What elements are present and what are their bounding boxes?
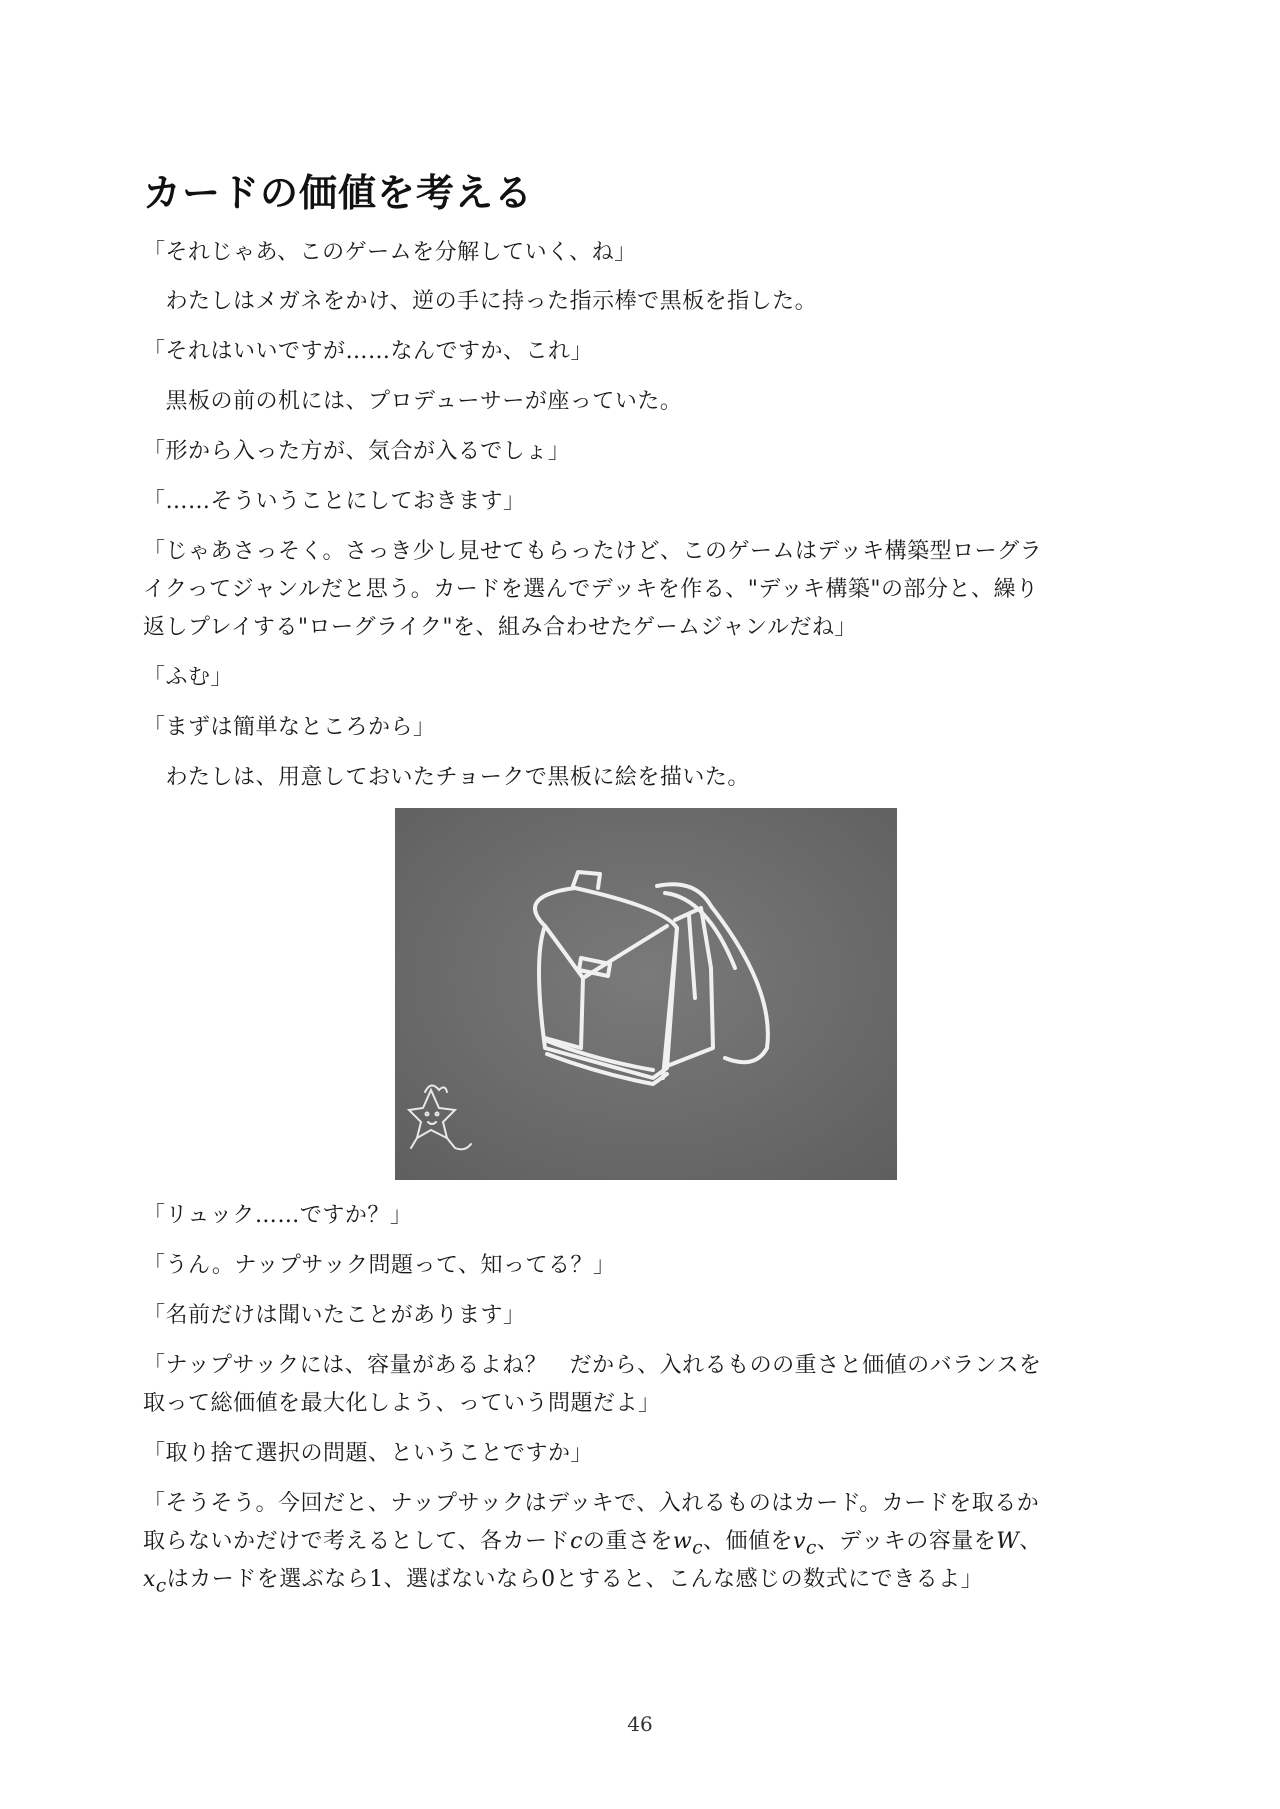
- paragraph: 「それはいいですが……なんですか、これ」: [143, 339, 594, 364]
- paragraph: 「そうそう。今回だと、ナップサックはデッキで、入れるものはカード。カードを取るか: [143, 1491, 1040, 1516]
- text-segment: 、デッキの容量を: [816, 1529, 997, 1554]
- paragraph: 「ナップサックには、容量があるよね？ だから、入れるものの重さと価値のバランスを: [143, 1353, 1042, 1378]
- backpack-illustration: [395, 808, 897, 1180]
- paragraph: イクってジャンルだと思う。カードを選んでデッキを作る、"デッキ構築"の部分と、繰り: [143, 577, 1039, 602]
- math-var-W: W: [996, 1529, 1020, 1554]
- paragraph: 黒板の前の机には、プロデューサーが座っていた。: [143, 389, 683, 414]
- paragraph: わたしは、用意しておいたチョークで黒板に絵を描いた。: [143, 765, 750, 790]
- section-title: カードの価値を考える: [143, 171, 534, 215]
- math-var-v: $v_c$: [793, 1529, 817, 1559]
- chalkboard-backpack-drawing: [395, 808, 897, 1180]
- paragraph: 「それじゃあ、このゲームを分解していく、ね」: [143, 240, 637, 265]
- paragraph: 「……そういうことにしておきます」: [143, 489, 526, 514]
- paragraph: 「リュック……ですか？」: [143, 1203, 413, 1228]
- paragraph: 「取り捨て選択の問題、ということですか」: [143, 1441, 594, 1466]
- math-var-c: c: [570, 1529, 583, 1554]
- paragraph-with-math: [143, 1561, 1143, 1605]
- text-segment: はカードを選ぶなら1、選ばないなら0とすると、こんな感じの数式にできるよ」: [166, 1567, 984, 1592]
- text-segment: の重さを: [582, 1529, 673, 1554]
- text-segment: 、: [1019, 1529, 1042, 1554]
- math-var-x: $x_c$: [143, 1567, 167, 1597]
- paragraph: 「ふむ」: [143, 665, 234, 690]
- paragraph: わたしはメガネをかけ、逆の手に持った指示棒で黒板を指した。: [143, 289, 818, 314]
- chalkboard-background: [395, 808, 897, 1180]
- text-segment: 、価値を: [703, 1529, 794, 1554]
- paragraph: 取って総価値を最大化しよう、っていう問題だよ」: [143, 1391, 661, 1416]
- math-var-w: $w_c$: [672, 1529, 704, 1559]
- paragraph: 「じゃあさっそく。さっき少し見せてもらったけど、このゲームはデッキ構築型ローグラ: [143, 539, 1043, 564]
- page-number: 46: [627, 1712, 653, 1736]
- paragraph: 「まずは簡単なところから」: [143, 715, 436, 740]
- paragraph: 返しプレイする"ローグライク"を、組み合わせたゲームジャンルだね」: [143, 615, 858, 640]
- text-segment: 取らないかだけで考えるとして、各カード: [143, 1529, 571, 1554]
- paragraph: 「名前だけは聞いたことがあります」: [143, 1303, 526, 1328]
- paragraph: 「うん。ナップサック問題って、知ってる？」: [143, 1253, 616, 1278]
- paragraph: 「形から入った方が、気合が入るでしょ」: [143, 439, 571, 464]
